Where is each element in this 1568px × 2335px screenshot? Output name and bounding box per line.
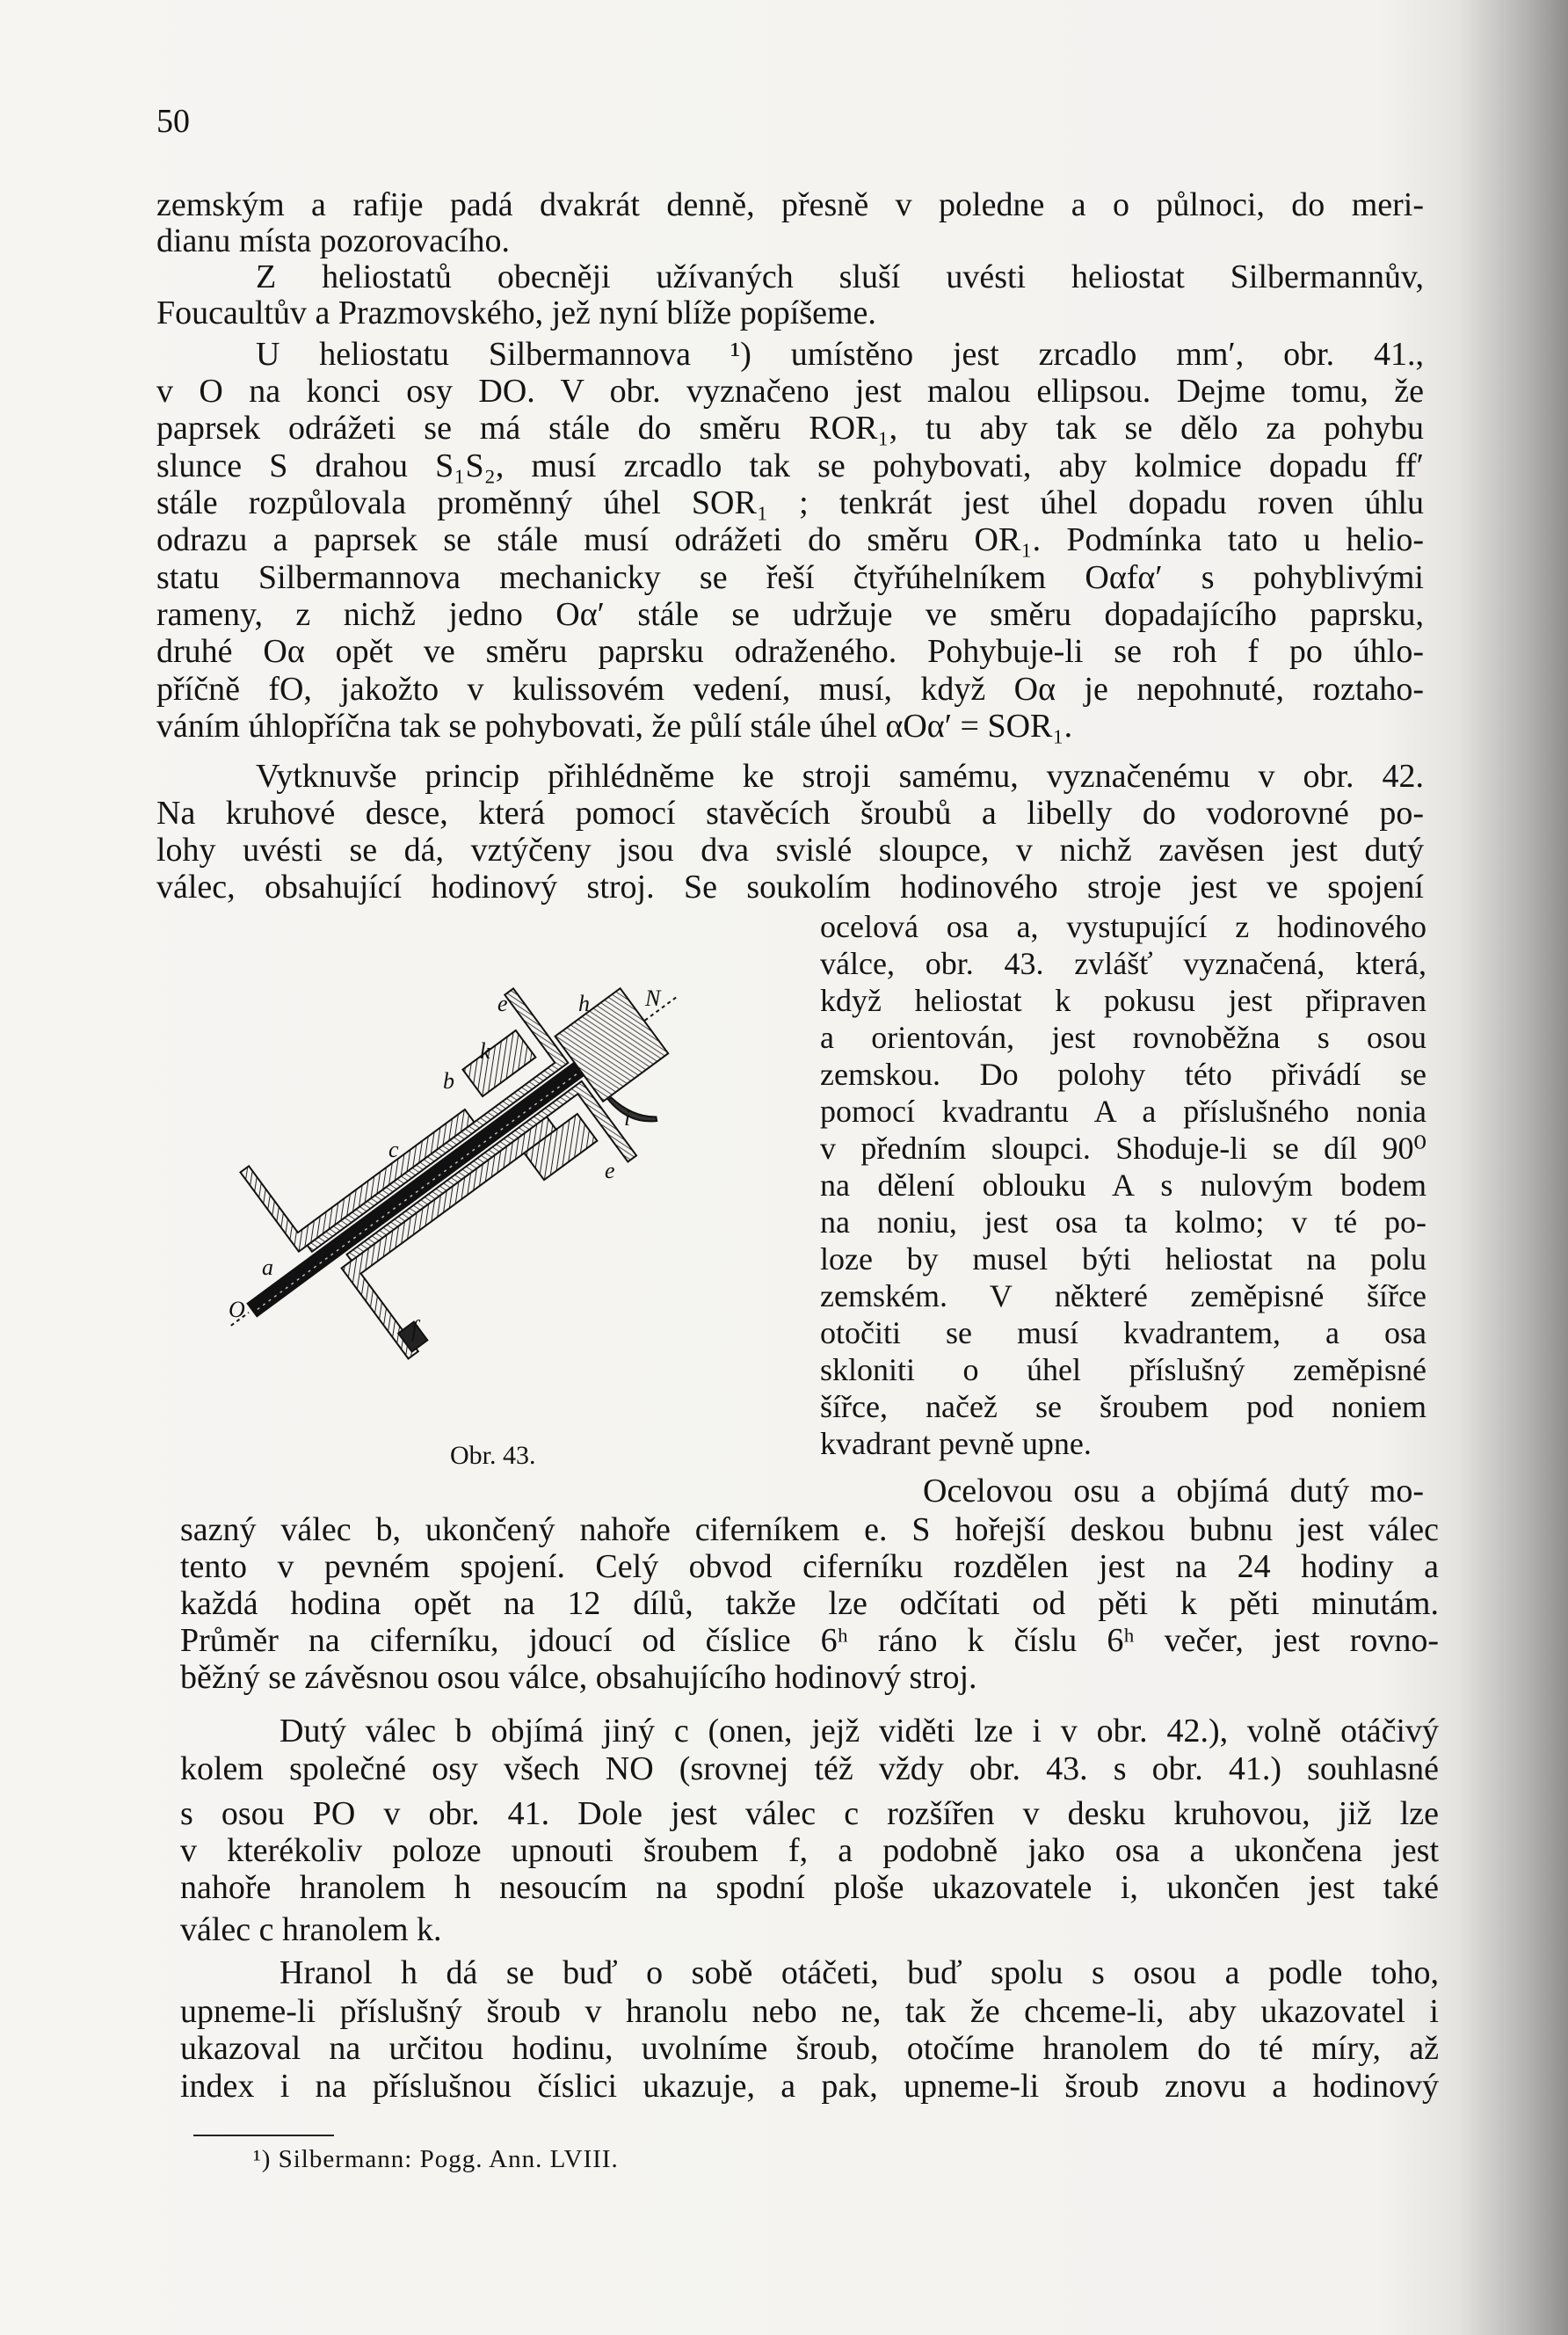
text-line: zemskou. Do polohy této přivádí se — [820, 1057, 1426, 1092]
text-line: na noniu, jest osa ta kolmo; v té po- — [820, 1204, 1426, 1240]
text-line: kvadrant pevně upne. — [820, 1426, 1092, 1461]
steel-axis-a — [248, 1056, 593, 1316]
text-line: Z heliostatů obecněji užívaných sluší uvésti heliostat Silbermannův, — [256, 258, 1424, 295]
text-line: váním úhlopříčna tak se pohybovati, že půlí stále úhel αOα′ = SOR₁. — [156, 708, 1073, 745]
text-line: tento v pevném spojení. Celý obvod ciferníku rozdělen jest na 24 hodiny a — [180, 1548, 1439, 1585]
footnote-divider — [193, 2135, 334, 2136]
text-line: otočiti se musí kvadrantem, a osa — [820, 1315, 1426, 1350]
page-number: 50 — [156, 103, 190, 140]
text-line: rameny, z nichž jedno Oα′ stále se udržuje ve směru dopadajícího paprsku, — [156, 596, 1424, 633]
text-line: ocelová osa a, vystupující z hodinového — [820, 909, 1426, 944]
text-line: odrazu a paprsek se stále musí odrážeti do směru OR₁. Podmínka tato u helio- — [156, 521, 1424, 558]
text-line: sazný válec b, ukončený nahoře ciferníkem e. S hořejší deskou bubnu jest válec — [180, 1511, 1439, 1548]
text-line: paprsek odrážeti se má stále do směru ROR₁, tu aby tak se dělo za pohybu — [156, 410, 1424, 447]
text-line: na dělení oblouku A s nulovým bodem — [820, 1168, 1426, 1203]
text-line: zemském. V některé zeměpisné šířce — [820, 1278, 1426, 1313]
text-line: Ocelovou osu a objímá dutý mo- — [923, 1473, 1424, 1509]
label-i: i — [624, 1105, 631, 1131]
text-line: dianu místa pozorovacího. — [156, 222, 511, 259]
text-line: a orientován, jest rovnoběžna s osou — [820, 1020, 1426, 1055]
label-k: k — [480, 1038, 490, 1064]
label-a: a — [262, 1255, 273, 1280]
label-e-top: e — [497, 991, 508, 1016]
text-line: ukazoval na určitou hodinu, uvolníme šroub, otočíme hranolem do té míry, až — [180, 2030, 1439, 2067]
label-b: b — [443, 1068, 454, 1094]
text-line: nahoře hranolem h nesoucím na spodní ploše ukazovatele i, ukončen jest také — [180, 1869, 1439, 1906]
text-line: válec, obsahující hodinový stroj. Se soukolím hodinového stroje jest ve spojení — [156, 869, 1424, 906]
label-c: c — [388, 1137, 399, 1162]
text-line: když heliostat k pokusu jest připraven — [820, 983, 1426, 1018]
label-O: O — [229, 1297, 245, 1322]
text-line: U heliostatu Silbermannova ¹) umístěno jest zrcadlo mm′, obr. 41., — [256, 336, 1424, 373]
text-line: loze by musel býti heliostat na polu — [820, 1241, 1426, 1277]
text-line: lohy uvésti se dá, vztýčeny jsou dva svislé sloupce, v nichž zavěsen jest dutý — [156, 832, 1424, 869]
figure-heliostat-axis — [229, 967, 773, 1437]
text-line: skloniti o úhel příslušný zeměpisné — [820, 1352, 1426, 1387]
label-e-bottom: e — [605, 1158, 615, 1183]
text-line: statu Silbermannova mechanicky se řeší čtyřúhelníkem Oαfα′ s pohyblivými — [156, 559, 1424, 596]
figure-caption: Obr. 43. — [450, 1441, 536, 1470]
text-line: Průměr na ciferníku, jdoucí od číslice 6ʰ ráno k číslu 6ʰ večer, jest rovno- — [180, 1622, 1439, 1659]
text-line: zemským a rafije padá dvakrát denně, přesně v poledne a o půlnoci, do meri- — [156, 186, 1424, 223]
text-line: s osou PO v obr. 41. Dole jest válec c rozšířen v desku kruhovou, již lze — [180, 1795, 1439, 1832]
text-line: pomocí kvadrantu A a příslušného nonia — [820, 1094, 1426, 1129]
text-line: kolem společné osy všech NO (srovnej též vždy obr. 43. s obr. 41.) souhlasné — [180, 1750, 1439, 1787]
text-line: slunce S drahou S₁S₂, musí zrcadlo tak se pohybovati, aby kolmice dopadu ff′ — [156, 447, 1424, 484]
text-line: příčně fO, jakožto v kulissovém vedení, musí, když Oα je nepohnuté, roztaho- — [156, 671, 1424, 708]
text-line: každá hodina opět na 12 dílů, takže lze odčítati od pěti k pěti minutám. — [180, 1585, 1439, 1622]
text-line: válce, obr. 43. zvlášť vyznačená, která, — [820, 946, 1426, 981]
text-line: šířce, načež se šroubem pod noniem — [820, 1389, 1426, 1424]
text-line: stále rozpůlovala proměnný úhel SOR₁ ; tenkrát jest úhel dopadu roven úhlu — [156, 484, 1424, 521]
text-line: index i na příslušnou číslici ukazuje, a pak, upneme-li šroub znovu a hodinový — [180, 2068, 1439, 2105]
label-f: f — [411, 1316, 418, 1342]
text-line: druhé Oα opět ve směru paprsku odraženého. Pohybuje-li se roh f po úhlo- — [156, 633, 1424, 670]
footnote: ¹) Silbermann: Pogg. Ann. LVIII. — [253, 2145, 619, 2173]
text-line: běžný se závěsnou osou válce, obsahujícího hodinový stroj. — [180, 1659, 977, 1696]
text-line: v kterékoliv poloze upnouti šroubem f, a podobně jako osa a ukončena jest — [180, 1832, 1439, 1869]
label-N: N — [645, 986, 661, 1011]
label-h: h — [578, 991, 590, 1016]
text-line: Vytknuvše princip přihlédněme ke stroji samému, vyznačenému v obr. 42. — [256, 758, 1424, 795]
text-line: Foucaultův a Prazmovského, jež nyní blíže popíšeme. — [156, 295, 876, 331]
text-line: v předním sloupci. Shoduje-li se díl 90⁰ — [820, 1131, 1426, 1166]
text-line: v O na konci osy DO. V obr. vyznačeno jest malou ellipsou. Dejme tomu, že — [156, 373, 1424, 410]
text-line: Na kruhové desce, která pomocí stavěcích šroubů a libelly do vodorovné po- — [156, 795, 1424, 832]
text-line: Hranol h dá se buď o sobě otáčeti, buď spolu s osou a podle toho, — [279, 1954, 1439, 1991]
text-line: upneme-li příslušný šroub v hranolu nebo ne, tak že chceme-li, aby ukazovatel i — [180, 1993, 1439, 2030]
text-line: válec c hranolem k. — [180, 1911, 442, 1948]
text-line: Dutý válec b objímá jiný c (onen, jejž viděti lze i v obr. 42.), volně otáčivý — [279, 1713, 1439, 1749]
